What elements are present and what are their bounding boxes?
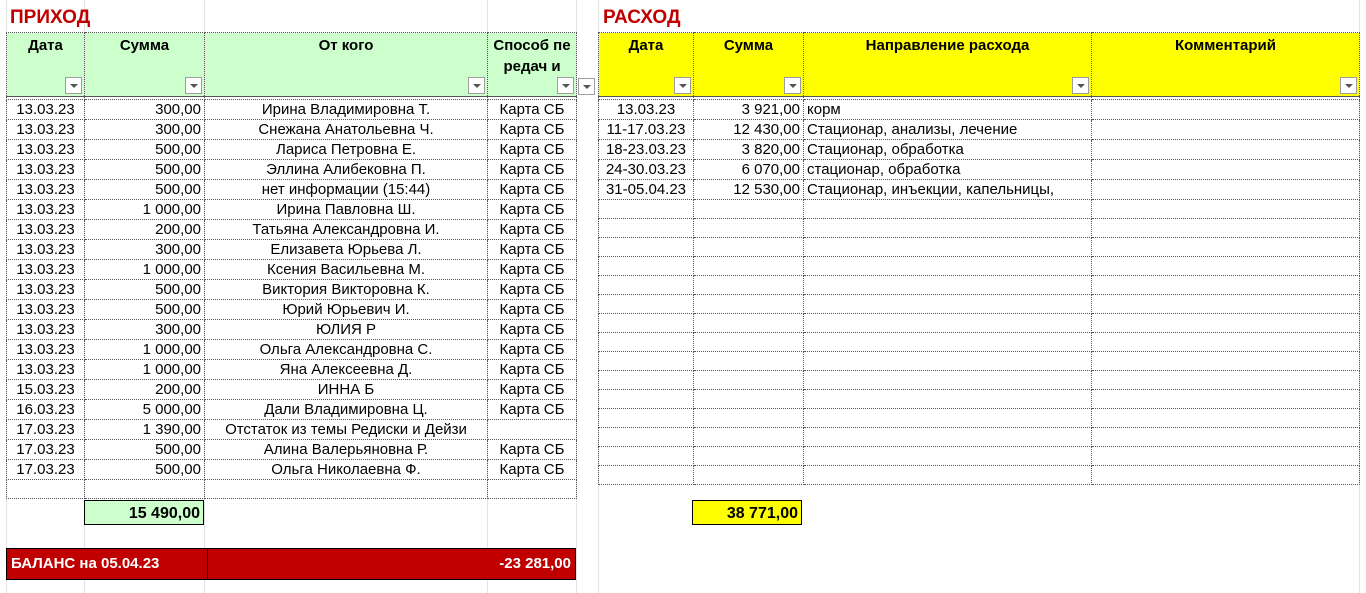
income-table[interactable] — [6, 32, 577, 499]
income-cell[interactable]: Отстаток из темы Редиски и Дейзи — [205, 420, 488, 440]
income-cell[interactable] — [205, 480, 488, 499]
expense-row — [599, 238, 1360, 257]
expense-cell[interactable]: 12 530,00 — [694, 180, 804, 200]
filter-dropdown-icon[interactable] — [65, 77, 82, 94]
expense-cell[interactable] — [694, 371, 804, 390]
income-cell[interactable]: Яна Алексеевна Д. — [205, 360, 488, 380]
expense-cell[interactable] — [804, 219, 1092, 238]
expense-cell[interactable] — [694, 352, 804, 371]
income-row — [7, 380, 577, 400]
expense-cell[interactable] — [1092, 352, 1360, 371]
expense-cell[interactable] — [1092, 409, 1360, 428]
income-header-method-label: Способ передач и — [493, 37, 571, 75]
expense-cell[interactable] — [804, 200, 1092, 219]
income-cell[interactable]: Виктория Викторовна К. — [205, 280, 488, 300]
expense-cell[interactable] — [1092, 200, 1360, 219]
expense-row — [599, 140, 1360, 160]
income-row — [7, 440, 577, 460]
income-header-from — [205, 33, 488, 97]
income-cell[interactable]: 500,00 — [85, 180, 205, 200]
income-header-amount — [85, 33, 205, 97]
income-cell[interactable]: 300,00 — [85, 100, 205, 120]
income-cell[interactable]: 17.03.23 — [7, 440, 85, 460]
income-cell[interactable]: 17.03.23 — [7, 420, 85, 440]
expense-cell[interactable] — [694, 219, 804, 238]
expense-row — [599, 180, 1360, 200]
income-header-date-label: Дата — [28, 37, 63, 54]
expense-cell[interactable] — [1092, 333, 1360, 352]
income-cell[interactable]: 300,00 — [85, 240, 205, 260]
income-cell[interactable]: 13.03.23 — [7, 140, 85, 160]
expense-cell[interactable] — [694, 276, 804, 295]
filter-dropdown-icon[interactable] — [557, 77, 574, 94]
expense-cell[interactable] — [599, 295, 694, 314]
expense-cell[interactable] — [599, 276, 694, 295]
income-cell[interactable]: Юрий Юрьевич И. — [205, 300, 488, 320]
income-cell[interactable]: Ксения Васильевна М. — [205, 260, 488, 280]
income-cell[interactable]: 1 000,00 — [85, 260, 205, 280]
expense-cell[interactable] — [804, 447, 1092, 466]
expense-cell[interactable] — [694, 295, 804, 314]
income-row — [7, 120, 577, 140]
expense-cell[interactable] — [694, 238, 804, 257]
income-header-from-label: От кого — [318, 37, 374, 54]
income-cell[interactable]: 17.03.23 — [7, 460, 85, 480]
expense-cell[interactable] — [804, 371, 1092, 390]
expense-cell[interactable] — [804, 352, 1092, 371]
expense-cell[interactable] — [599, 219, 694, 238]
income-cell[interactable]: 13.03.23 — [7, 360, 85, 380]
income-cell[interactable]: 5 000,00 — [85, 400, 205, 420]
income-cell[interactable]: 200,00 — [85, 220, 205, 240]
expense-cell[interactable] — [599, 333, 694, 352]
income-title: ПРИХОД — [10, 7, 91, 28]
expense-cell[interactable] — [599, 409, 694, 428]
income-cell[interactable] — [488, 480, 577, 499]
expense-cell[interactable] — [694, 257, 804, 276]
income-cell[interactable]: 13.03.23 — [7, 100, 85, 120]
expense-cell[interactable] — [599, 238, 694, 257]
income-cell[interactable]: 200,00 — [85, 380, 205, 400]
income-cell[interactable]: 300,00 — [85, 320, 205, 340]
income-cell[interactable]: 13.03.23 — [7, 160, 85, 180]
expense-row — [599, 314, 1360, 333]
expense-row — [599, 390, 1360, 409]
expense-cell[interactable] — [1092, 314, 1360, 333]
expense-cell[interactable]: 24-30.03.23 — [599, 160, 694, 180]
expense-total[interactable]: 38 771,00 — [692, 500, 802, 525]
expense-header-amount — [694, 33, 804, 97]
expense-cell[interactable]: 11-17.03.23 — [599, 120, 694, 140]
expense-cell[interactable] — [1092, 219, 1360, 238]
expense-cell[interactable] — [1092, 238, 1360, 257]
income-cell[interactable]: Карта СБ — [488, 380, 577, 400]
income-cell[interactable]: 13.03.23 — [7, 120, 85, 140]
expense-header-date-label: Дата — [628, 37, 664, 54]
income-cell[interactable]: Карта СБ — [488, 160, 577, 180]
income-cell[interactable]: 500,00 — [85, 160, 205, 180]
filter-dropdown-icon[interactable] — [185, 77, 202, 94]
income-row — [7, 480, 577, 499]
expense-cell[interactable] — [599, 466, 694, 485]
expense-cell[interactable] — [694, 390, 804, 409]
expense-cell[interactable]: 3 921,00 — [694, 100, 804, 120]
expense-cell[interactable]: Стационар, анализы, лечение — [804, 120, 1092, 140]
balance-value: -23 281,00 — [499, 555, 571, 572]
expense-header-comment — [1092, 33, 1360, 97]
expense-row — [599, 200, 1360, 219]
income-cell[interactable]: Ирина Владимировна Т. — [205, 100, 488, 120]
expense-cell[interactable] — [599, 371, 694, 390]
income-cell[interactable]: 500,00 — [85, 460, 205, 480]
filter-dropdown-icon[interactable] — [784, 77, 801, 94]
expense-row — [599, 333, 1360, 352]
income-cell[interactable]: Карта СБ — [488, 460, 577, 480]
expense-header-direction — [804, 33, 1092, 97]
income-cell[interactable]: 300,00 — [85, 120, 205, 140]
expense-cell[interactable] — [804, 466, 1092, 485]
income-cell[interactable]: Лариса Петровна Е. — [205, 140, 488, 160]
income-cell[interactable]: Снежана Анатольевна Ч. — [205, 120, 488, 140]
income-cell[interactable]: Ирина Павловна Ш. — [205, 200, 488, 220]
expense-cell[interactable]: 18-23.03.23 — [599, 140, 694, 160]
income-cell[interactable]: Карта СБ — [488, 240, 577, 260]
income-cell[interactable]: Карта СБ — [488, 300, 577, 320]
expense-header-row — [599, 33, 1360, 97]
income-cell[interactable]: Карта СБ — [488, 320, 577, 340]
expense-row — [599, 257, 1360, 276]
income-cell[interactable]: Карта СБ — [488, 100, 577, 120]
income-cell[interactable]: 13.03.23 — [7, 180, 85, 200]
expense-header-comment-label: Комментарий — [1174, 37, 1276, 54]
expense-cell[interactable] — [694, 200, 804, 219]
expense-row — [599, 100, 1360, 120]
expense-cell[interactable] — [694, 314, 804, 333]
expense-cell[interactable]: стационар, обработка — [804, 160, 1092, 180]
income-cell[interactable]: 1 000,00 — [85, 340, 205, 360]
expense-row — [599, 428, 1360, 447]
expense-cell[interactable] — [804, 390, 1092, 409]
expense-cell[interactable] — [804, 257, 1092, 276]
income-row — [7, 340, 577, 360]
expense-cell[interactable] — [599, 390, 694, 409]
income-cell[interactable]: 13.03.23 — [7, 260, 85, 280]
income-cell[interactable]: Карта СБ — [488, 360, 577, 380]
expense-cell[interactable] — [1092, 390, 1360, 409]
expense-row — [599, 160, 1360, 180]
income-row — [7, 320, 577, 340]
income-header-row — [7, 33, 577, 97]
income-cell[interactable]: Карта СБ — [488, 180, 577, 200]
income-header-date — [7, 33, 85, 97]
income-cell[interactable] — [7, 480, 85, 499]
expense-cell[interactable] — [804, 428, 1092, 447]
income-cell[interactable]: 500,00 — [85, 140, 205, 160]
income-cell[interactable]: 13.03.23 — [7, 240, 85, 260]
income-cell[interactable]: 15.03.23 — [7, 380, 85, 400]
expense-row — [599, 352, 1360, 371]
income-cell[interactable]: Карта СБ — [488, 440, 577, 460]
income-cell[interactable]: 500,00 — [85, 280, 205, 300]
filter-dropdown-icon[interactable] — [674, 77, 691, 94]
expense-cell[interactable] — [1092, 295, 1360, 314]
income-cell[interactable]: Татьяна Александровна И. — [205, 220, 488, 240]
expense-cell[interactable] — [1092, 257, 1360, 276]
expense-row — [599, 371, 1360, 390]
income-cell[interactable]: нет информации (15:44) — [205, 180, 488, 200]
expense-cell[interactable] — [804, 409, 1092, 428]
income-cell[interactable]: 1 000,00 — [85, 200, 205, 220]
expense-cell[interactable] — [694, 447, 804, 466]
expense-cell[interactable] — [694, 428, 804, 447]
income-row — [7, 240, 577, 260]
income-row — [7, 140, 577, 160]
expense-row — [599, 276, 1360, 295]
filter-dropdown-icon[interactable] — [1072, 77, 1089, 94]
income-header-method — [488, 33, 577, 97]
income-cell[interactable]: 16.03.23 — [7, 400, 85, 420]
expense-cell[interactable]: 12 430,00 — [694, 120, 804, 140]
expense-cell[interactable] — [804, 276, 1092, 295]
income-cell[interactable]: 13.03.23 — [7, 200, 85, 220]
income-cell[interactable]: ИННА Б — [205, 380, 488, 400]
income-cell[interactable]: 1 000,00 — [85, 360, 205, 380]
expense-cell[interactable] — [1092, 160, 1360, 180]
income-row — [7, 160, 577, 180]
expense-cell[interactable]: 31-05.04.23 — [599, 180, 694, 200]
income-cell[interactable]: Карта СБ — [488, 400, 577, 420]
expense-cell[interactable]: корм — [804, 100, 1092, 120]
expense-cell[interactable] — [1092, 371, 1360, 390]
expense-cell[interactable]: 13.03.23 — [599, 100, 694, 120]
expense-row — [599, 219, 1360, 238]
expense-cell[interactable]: Стационар, инъекции, капельницы, — [804, 180, 1092, 200]
expense-cell[interactable] — [804, 295, 1092, 314]
income-row — [7, 360, 577, 380]
expense-cell[interactable] — [1092, 276, 1360, 295]
income-cell[interactable]: 1 390,00 — [85, 420, 205, 440]
income-row — [7, 460, 577, 480]
expense-cell[interactable] — [599, 447, 694, 466]
expense-cell[interactable] — [694, 466, 804, 485]
balance-bar[interactable] — [6, 548, 576, 580]
income-cell[interactable]: Ольга Александровна С. — [205, 340, 488, 360]
income-cell[interactable]: 13.03.23 — [7, 280, 85, 300]
expense-cell[interactable] — [599, 257, 694, 276]
expense-table[interactable] — [598, 32, 1360, 485]
expense-row — [599, 295, 1360, 314]
income-row — [7, 280, 577, 300]
income-row — [7, 300, 577, 320]
expense-cell[interactable] — [599, 314, 694, 333]
income-cell[interactable]: Эллина Алибековна П. — [205, 160, 488, 180]
income-row — [7, 200, 577, 220]
expense-cell[interactable] — [1092, 100, 1360, 120]
income-cell[interactable]: ЮЛИЯ Р — [205, 320, 488, 340]
expense-row — [599, 409, 1360, 428]
income-cell[interactable]: Карта СБ — [488, 280, 577, 300]
income-header-amount-label: Сумма — [119, 37, 170, 54]
expense-cell[interactable] — [599, 352, 694, 371]
income-total[interactable]: 15 490,00 — [84, 500, 204, 525]
expense-cell[interactable] — [694, 409, 804, 428]
expense-title: РАСХОД — [603, 7, 681, 28]
expense-row — [599, 447, 1360, 466]
expense-cell[interactable] — [1092, 180, 1360, 200]
expense-cell[interactable]: 6 070,00 — [694, 160, 804, 180]
filter-dropdown-icon[interactable] — [578, 78, 595, 95]
income-cell[interactable]: Карта СБ — [488, 120, 577, 140]
income-cell[interactable]: Елизавета Юрьева Л. — [205, 240, 488, 260]
income-cell[interactable]: 13.03.23 — [7, 300, 85, 320]
income-cell[interactable]: 500,00 — [85, 440, 205, 460]
expense-cell[interactable] — [599, 428, 694, 447]
expense-cell[interactable] — [599, 200, 694, 219]
expense-header-amount-label: Сумма — [723, 37, 774, 54]
income-row — [7, 260, 577, 280]
income-cell[interactable]: Карта СБ — [488, 260, 577, 280]
income-cell[interactable]: 13.03.23 — [7, 320, 85, 340]
income-cell[interactable] — [488, 420, 577, 440]
expense-cell[interactable]: Стационар, обработка — [804, 140, 1092, 160]
income-row — [7, 420, 577, 440]
expense-row — [599, 120, 1360, 140]
expense-header-direction-label: Направление расхода — [865, 37, 1030, 54]
expense-cell[interactable] — [1092, 140, 1360, 160]
filter-dropdown-icon[interactable] — [468, 77, 485, 94]
income-row — [7, 400, 577, 420]
income-cell[interactable]: 500,00 — [85, 300, 205, 320]
expense-cell[interactable] — [804, 333, 1092, 352]
income-cell[interactable]: Карта СБ — [488, 340, 577, 360]
income-cell[interactable]: Карта СБ — [488, 220, 577, 240]
income-cell[interactable]: 13.03.23 — [7, 220, 85, 240]
income-cell[interactable]: 13.03.23 — [7, 340, 85, 360]
expense-cell[interactable] — [1092, 466, 1360, 485]
income-row — [7, 100, 577, 120]
expense-cell[interactable] — [694, 333, 804, 352]
income-cell[interactable]: Карта СБ — [488, 200, 577, 220]
expense-header-date — [599, 33, 694, 97]
expense-cell[interactable]: 3 820,00 — [694, 140, 804, 160]
income-cell[interactable]: Алина Валерьяновна Р. — [205, 440, 488, 460]
expense-row — [599, 466, 1360, 485]
income-cell[interactable]: Дали Владимировна Ц. — [205, 400, 488, 420]
filter-dropdown-icon[interactable] — [1340, 77, 1357, 94]
income-row — [7, 180, 577, 200]
balance-label: БАЛАНС на 05.04.23 — [7, 549, 208, 579]
income-row — [7, 220, 577, 240]
income-cell[interactable] — [85, 480, 205, 499]
expense-cell[interactable] — [804, 238, 1092, 257]
expense-cell[interactable] — [1092, 447, 1360, 466]
expense-cell[interactable] — [1092, 428, 1360, 447]
expense-cell[interactable] — [1092, 120, 1360, 140]
income-cell[interactable]: Карта СБ — [488, 140, 577, 160]
expense-cell[interactable] — [804, 314, 1092, 333]
income-cell[interactable]: Ольга Николаевна Ф. — [205, 460, 488, 480]
